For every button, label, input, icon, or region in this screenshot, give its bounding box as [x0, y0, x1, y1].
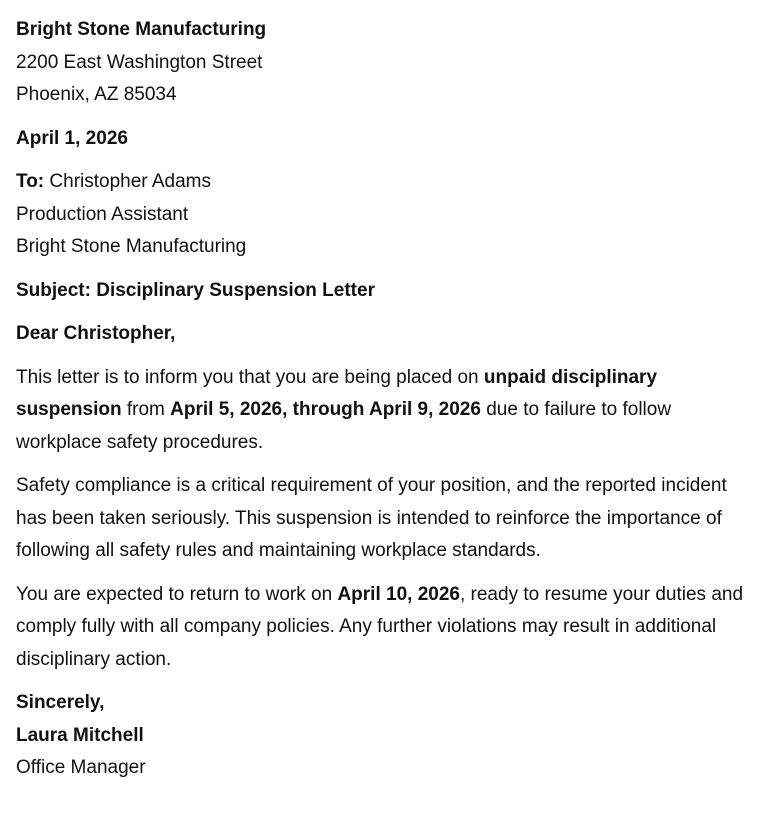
recipient-title: Production Assistant [16, 203, 189, 225]
letter-date: April 1, 2026 [16, 127, 128, 149]
sender-company: Bright Stone Manufacturing [16, 19, 267, 40]
paragraph-compliance: Safety compliance is a critical requirement of your position, and the reported incident has been taken seriously. This suspension is intended to reinforce the importance of following all safety rules and maintaining workplace standards. [16, 475, 727, 561]
sender-city: Phoenix, AZ 85034 [16, 84, 177, 105]
salutation: Dear Christopher, [16, 323, 176, 344]
p1-text-1: This letter is to inform you that you are being placed on [16, 366, 484, 388]
paragraph-suspension [16, 362, 756, 460]
recipient-name: Christopher Adams [49, 171, 211, 192]
p1-bold-1: unpaid disciplinary suspension [16, 366, 658, 420]
recipient-address [16, 166, 768, 264]
p3-text-1: You are expected to return to work on [16, 583, 338, 605]
to-label: To: [16, 171, 45, 192]
signer-title: Office Manager [16, 757, 146, 778]
recipient-company: Bright Stone Manufacturing [16, 236, 247, 257]
recipient-name-line [16, 166, 768, 199]
p3-bold-1: April 10, 2026 [337, 583, 460, 605]
signer-name: Laura Mitchell [16, 724, 144, 746]
paragraph-return [16, 579, 756, 677]
signoff: Sincerely, [16, 692, 105, 713]
subject-line: Subject: Disciplinary Suspension Letter [16, 279, 375, 301]
p1-text-3: due to failure to follow workplace safety procedures. [16, 399, 672, 453]
sender-address [16, 14, 768, 112]
p3-text-2: , ready to resume your duties and comply fully with all company policies. Any further violations may result in additional disciplinary action. [16, 583, 744, 670]
p1-bold-2: April 5, 2026, through April 9, 2026 [170, 399, 481, 420]
sender-street: 2200 East Washington Street [16, 51, 263, 73]
signature-block [16, 687, 768, 785]
p1-text-2: from [121, 399, 171, 420]
